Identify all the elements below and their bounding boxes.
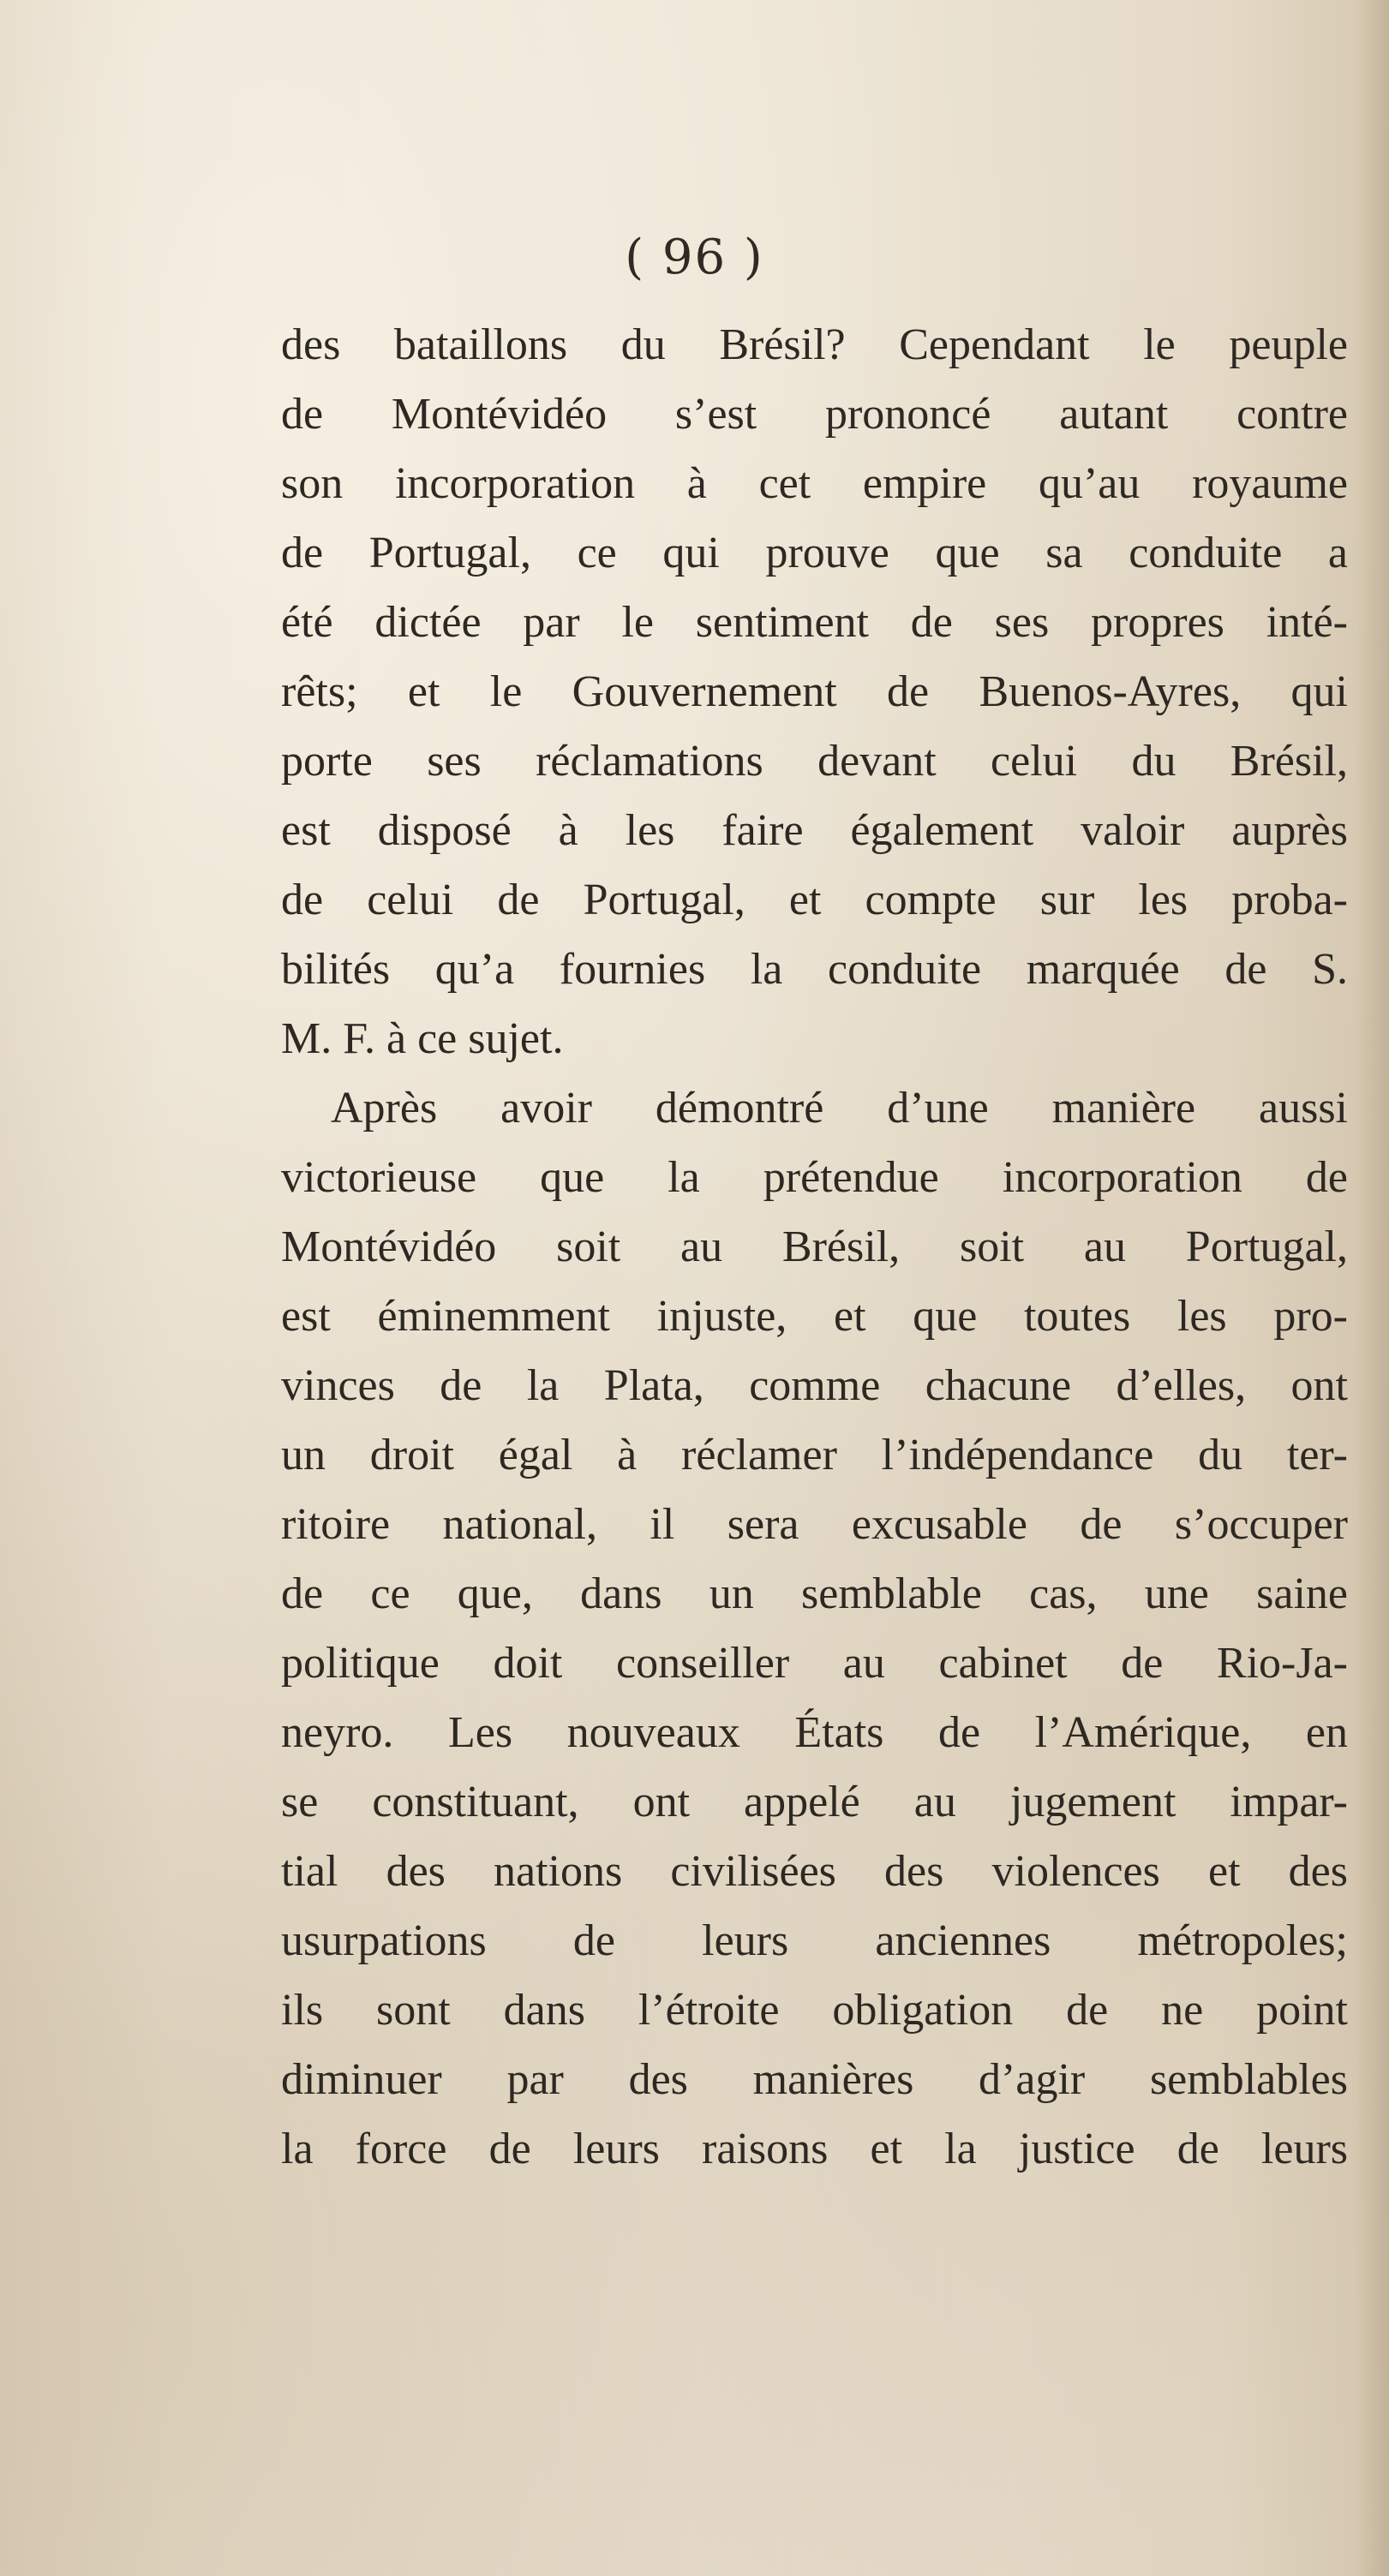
text-line: son incorporation à cet empire qu’au royaume bbox=[281, 459, 1348, 508]
paragraph-end-line: M. F. à ce sujet. bbox=[281, 1014, 564, 1063]
text-line: porte ses réclamations devant celui du Brésil, bbox=[281, 737, 1348, 786]
text-line: des bataillons du Brésil? Cependant le peuple bbox=[281, 320, 1348, 369]
text-line: de Montévidéo s’est prononcé autant contre bbox=[281, 390, 1348, 439]
text-line: la force de leurs raisons et la justice de leurs bbox=[281, 2125, 1348, 2173]
text-line: usurpations de leurs anciennes métropoles; bbox=[281, 1916, 1348, 1965]
text-line: Montévidéo soit au Brésil, soit au Portugal, bbox=[281, 1222, 1348, 1271]
text-line: vinces de la Plata, comme chacune d’elles, ont bbox=[281, 1361, 1348, 1410]
text-line: de Portugal, ce qui prouve que sa conduite a bbox=[281, 529, 1348, 577]
page-edge-shadow bbox=[1355, 0, 1389, 2576]
text-line: été dictée par le sentiment de ses propres inté- bbox=[281, 598, 1348, 647]
text-line: ritoire national, il sera excusable de s’occuper bbox=[281, 1500, 1348, 1549]
text-line: rêts; et le Gouvernement de Buenos-Ayres, qui bbox=[281, 667, 1348, 716]
page-number: ( 96 ) bbox=[625, 230, 764, 285]
text-line: est disposé à les faire également valoir auprès bbox=[281, 806, 1348, 855]
text-line: politique doit conseiller au cabinet de Rio-Ja- bbox=[281, 1639, 1348, 1688]
text-line: bilités qu’a fournies la conduite marquée de S. bbox=[281, 945, 1348, 994]
text-line: diminuer par des manières d’agir semblables bbox=[281, 2055, 1348, 2104]
text-line: est éminemment injuste, et que toutes les pro- bbox=[281, 1292, 1348, 1341]
text-line: de celui de Portugal, et compte sur les proba- bbox=[281, 876, 1348, 924]
body-text bbox=[281, 310, 1348, 2184]
paragraph-first-line: Après avoir démontré d’une manière aussi bbox=[331, 1084, 1348, 1133]
text-line: se constituant, ont appelé au jugement impar- bbox=[281, 1778, 1348, 1826]
text-line: tial des nations civilisées des violences et des bbox=[281, 1847, 1348, 1896]
text-line: de ce que, dans un semblable cas, une saine bbox=[281, 1569, 1348, 1618]
text-line: victorieuse que la prétendue incorporation de bbox=[281, 1153, 1348, 1202]
text-line: ils sont dans l’étroite obligation de ne point bbox=[281, 1986, 1348, 2035]
text-line: un droit égal à réclamer l’indépendance du ter- bbox=[281, 1431, 1348, 1479]
text-line: neyro. Les nouveaux États de l’Amérique, en bbox=[281, 1708, 1348, 1757]
